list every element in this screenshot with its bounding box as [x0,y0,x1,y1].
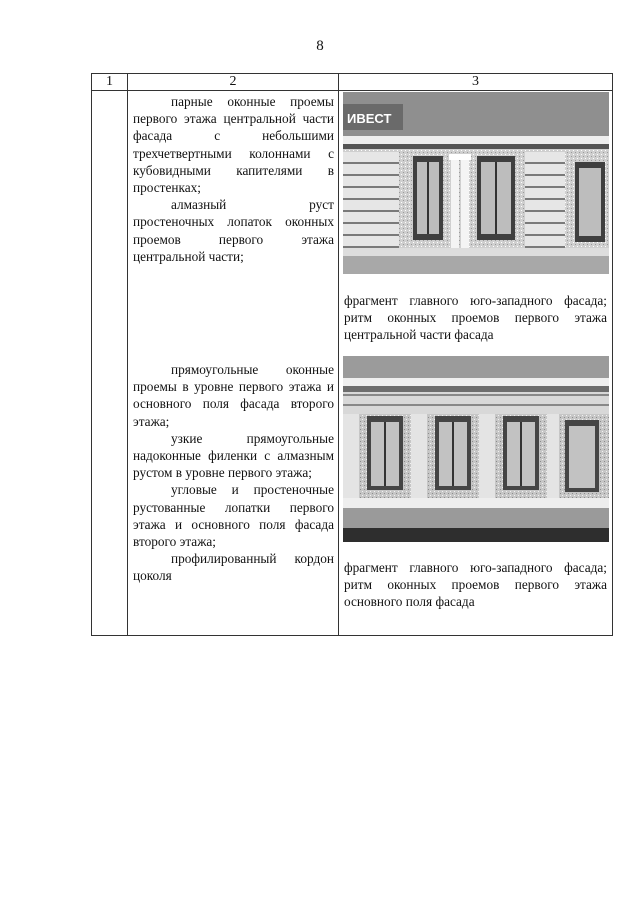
column-header-1: 1 [92,74,128,91]
description-cell [128,91,339,636]
description-paragraph: парные оконные проемы первого этажа центральной части фасада с небольшими трехчетвертными колоннами с кубовидными капителями в простенках; [133,94,334,196]
description-paragraph: угловые и простеночные рустованные лопатки первого этажа и основного поля фасада второго этажа; [133,482,334,550]
page-number: 8 [316,38,324,54]
monument-table [91,73,613,636]
description-paragraph: узкие прямоугольные надоконные филенки с алмазным рустом в уровне первого этажа; [133,430,334,481]
photo-caption: фрагмент главного юго-западного фасада; ритм оконных проемов первого этажа основного поля фасада [344,559,607,610]
row-number-cell [92,91,128,636]
description-paragraph: прямоугольные оконные проемы в уровне первого этажа и основного поля фасада второго этажа; [133,362,334,429]
photo-caption: фрагмент главного юго-западного фасада; ритм оконных проемов первого этажа центральной части фасада [344,293,607,343]
description-block-1 [133,93,334,265]
facade-photo-central [343,92,609,274]
column-header-2: 2 [128,74,339,91]
photo-cell [339,91,613,636]
column-header-3: 3 [339,74,613,91]
description-paragraph: алмазный руст простеночных лопаток оконных проемов первого этажа центральной части; [133,197,334,264]
description-block-2 [133,361,334,585]
facade-photo-main-field [343,356,609,542]
table-row [92,91,613,636]
table-header-row [92,74,613,91]
sign-text: ИВЕСТ [347,111,392,126]
description-paragraph: профилированный кордон цоколя [133,551,334,584]
